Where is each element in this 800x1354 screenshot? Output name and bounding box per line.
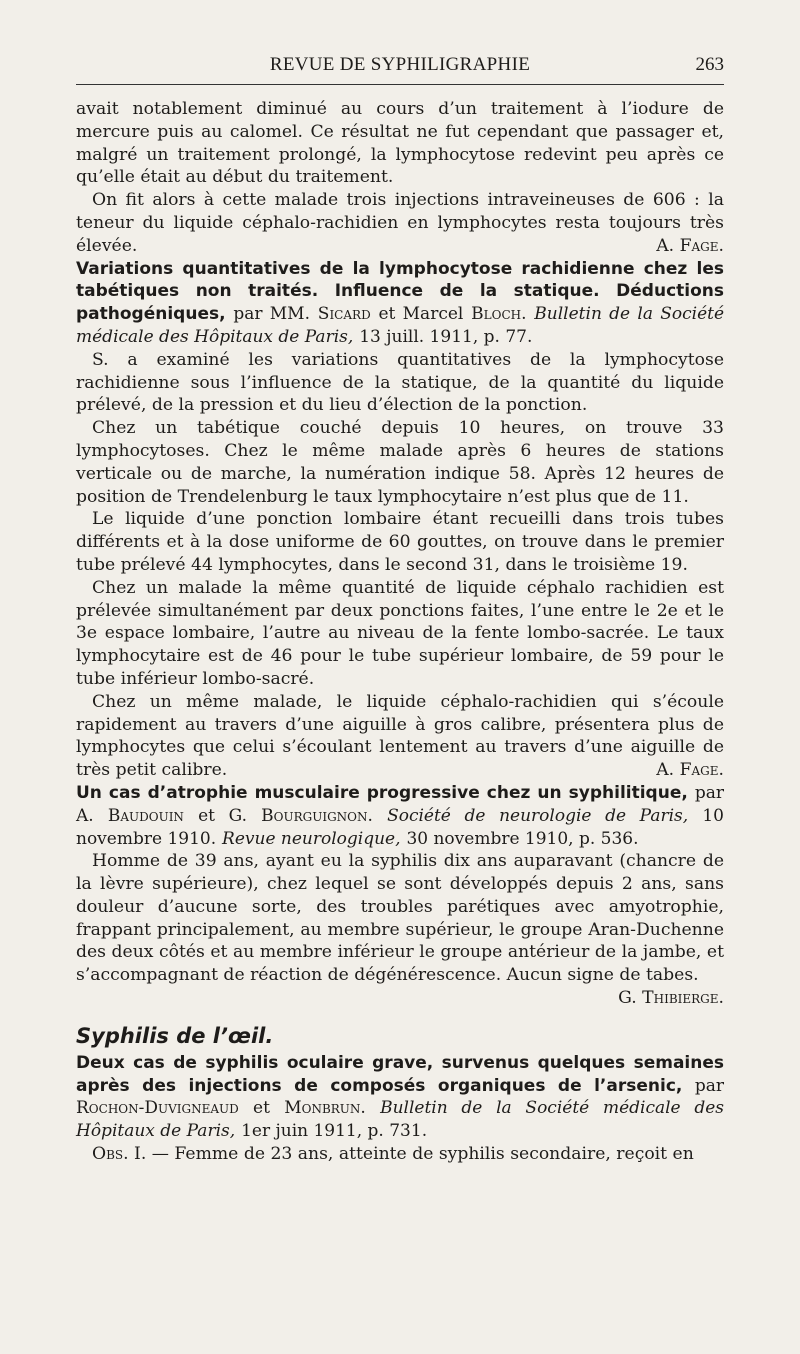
paragraph-text: On fit alors à cette malade trois injections intraveineuses de 606 : la teneur du liquide céphalo-rachidien en lymphocytes resta toujours très élevée. <box>76 190 724 256</box>
section-title: Syphilis de l’œil. <box>76 1023 274 1048</box>
article-heading <box>76 258 724 349</box>
paragraph: Chez un tabétique couché depuis 10 heures, on trouve 33 lymphocytoses. Chez le même malade après 6 heures de stations verticale ou de marche, la numération indique 58. Après 12 heures de position de Trendelenburg le taux lymphocytaire n’est plus que de 11. <box>76 418 724 507</box>
paragraph-text: Chez un même malade, le liquide céphalo-rachidien qui s’écoule rapidement au travers d’une aiguille à gros calibre, présentera plus de lymphocytes que celui s’écoulant lentement au travers d’une aiguille de très petit calibre. <box>76 691 724 781</box>
article-heading <box>76 782 724 850</box>
running-header <box>76 54 724 85</box>
paragraph: Chez un malade la même quantité de liquide céphalo rachidien est prélevée simultanément par deux ponctions faites, l’une entre le 2e et le 3e espace lombaire, l’autre au niveau de la fente lombo-sacrée. Le taux lymphocytaire est de 46 pour le tube supérieur lombaire, de 59 pour le tube inférieur lombo-sacré. <box>76 577 724 689</box>
author-name: Sicard <box>317 304 371 325</box>
paragraph <box>76 189 724 257</box>
journal-title: REVUE DE SYPHILIGRAPHIE <box>269 54 531 75</box>
signature: A. Fage. <box>656 235 724 256</box>
signature: G. Thibierge. <box>618 988 724 1009</box>
cite-date: 1er juin 1911, p. 731. <box>241 1121 428 1142</box>
journal-name: Bulletin de la Société médicale des Hôpitaux de Paris, <box>76 1098 725 1142</box>
cite-par: par MM. <box>233 304 310 325</box>
journal-name: Société de neurologie de Paris, <box>387 805 689 826</box>
cite-par: par A. <box>76 782 724 826</box>
journal-name: Revue neurologique, <box>222 828 401 849</box>
paragraph <box>76 691 724 782</box>
cite-date: 10 novembre 1910. <box>76 805 724 849</box>
paragraph <box>76 1143 724 1166</box>
article-title: Deux cas de syphilis oculaire grave, survenus quelques semaines après des injections de composés organiques de l’arsenic, <box>76 1052 724 1096</box>
paragraph-text: — Femme de 23 ans, atteinte de syphilis secondaire, reçoit en <box>151 1144 694 1165</box>
author-name: Bourguignon. <box>261 805 373 826</box>
paragraph: Le liquide d’une ponction lombaire étant recueilli dans trois tubes différents et à la dose uniforme de 60 gouttes, on trouve dans le premier tube prélevé 44 lymphocytes, dans le second 31, dans le troisième 19. <box>76 509 724 575</box>
paragraph: avait notablement diminué au cours d’un traitement à l’iodure de mercure puis au calomel. Ce résultat ne fut cependant que passager et, malgré un traitement prolongé, la lymphocytose redevint peu après ce qu’elle était au début du traitement. <box>76 99 724 188</box>
cite-par: par <box>694 1075 724 1096</box>
cite-et: et Marcel <box>378 304 464 325</box>
paragraph: S. a examiné les variations quantitatives de la lymphocytose rachidienne sous l’influence de la statique, de la quantité du liquide prélevé, de la pression et du lieu d’élection de la ponction. <box>76 349 724 416</box>
cite-date: 13 juill. 1911, p. 77. <box>359 326 533 347</box>
paragraph-text: Homme de 39 ans, ayant eu la syphilis dix ans auparavant (chancre de la lèvre supérieure), chez lequel se sont développés depuis 2 ans, sans douleur d’aucune sorte, des troubles parétiques avec amyotrophie, frappant principalement, au membre supérieur, le groupe Aran-Duchenne des deux côtés et au membre inférieur le groupe antérieur de la jambe, et s’accompagnant de réaction de dégénérescence. Aucun signe de tabes. <box>76 851 724 986</box>
page-body <box>76 98 724 1166</box>
author-name: Bloch. <box>471 304 527 325</box>
cite-et: et <box>253 1098 270 1119</box>
paragraph <box>76 850 724 1010</box>
author-name: Baudouin <box>107 805 184 826</box>
author-name: Rochon-Duvigneaud <box>76 1098 239 1119</box>
page-number: 263 <box>695 54 724 75</box>
article-title: Un cas d’atrophie musculaire progressive chez un syphilitique, <box>76 782 688 803</box>
signature: A. Fage. <box>656 760 724 781</box>
article-heading <box>76 1052 724 1143</box>
author-name: Monbrun. <box>284 1098 366 1119</box>
journal-name: Bulletin de la Société médicale des Hôpitaux de Paris, <box>76 304 725 347</box>
cite-et: et G. <box>198 805 248 826</box>
cite-date: 30 novembre 1910, p. 536. <box>406 828 639 849</box>
article-title: Variations quantitatives de la lymphocytose rachidienne chez les tabétiques non traités. Influence de la statique. Déductions pathogéniques, <box>76 258 724 325</box>
observation-label: Obs. I. <box>92 1144 147 1165</box>
